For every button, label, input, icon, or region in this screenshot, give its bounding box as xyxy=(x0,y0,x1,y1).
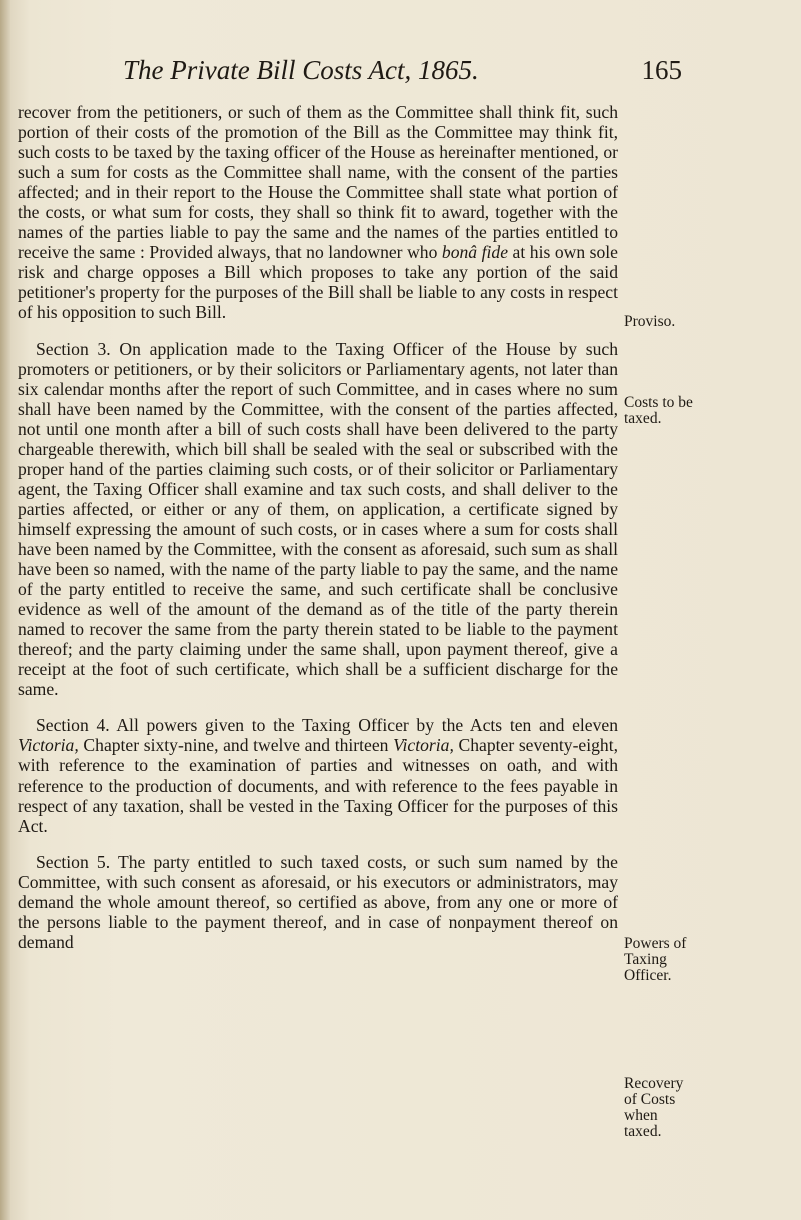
italic-phrase: bonâ fide xyxy=(441,242,509,263)
margin-note-proviso: Proviso. xyxy=(624,313,676,330)
page-header xyxy=(96,55,682,95)
page-number: 165 xyxy=(641,55,682,85)
paragraph-section-3: Section 3. On application made to the Taxing Officer of the House by such promoters or petitioners, or by their solicitors or Parliamentary agents, not later than six calendar months after the report of such Committee, and in cases where no sum shall have been named by the Committee, with the consent of the parties affected, not until one month after a bill of such costs shall have been delivered to the party chargeable therewith, which bill shall be sealed with the seal or subscribed with the proper hand of the parties claiming such costs, or of their solicitor or Parliamentary agent, the Taxing Officer shall examine and tax such costs, and shall deliver to the parties affected, or either or any of them, on application, a certificate signed by himself expressing the amount of such costs, or in cases where a sum for costs shall have been named by the Committee, with the consent as aforesaid, such sum as shall have been so named, with the name of the party liable to pay the same, and the name of the party entitled to receive the same, and such certificate shall be conclusive evidence as well of the amount of the demand as of the title of the party therein named to recover the same from the party therein stated to be liable to the payment thereof; and the party claiming under the same shall, upon payment thereof, give a receipt at the foot of such certificate, which shall be a sufficient discharge for the same. xyxy=(18,338,618,700)
margin-note-powers-of-taxing-officer: Powers of Taxing Officer. xyxy=(624,935,687,984)
paragraph-section-4: Section 4. All powers given to the Taxing Officer by the Acts ten and eleven Victoria, Chapter sixty-nine, and twelve and thirteen Victoria, Chapter seventy-eight, with reference to the examination of parties and witnesses on oath, and with reference to the production of documents, and with reference to the fees payable in respect of any taxation, shall be vested in the Taxing Officer for the purposes of this Act. xyxy=(18,715,619,836)
margin-note-recovery-of-costs: Recovery of Costs when taxed. xyxy=(624,1075,684,1140)
body-text xyxy=(18,102,618,952)
paragraph-1: recover from the petitioners, or such of them as the Committee shall think fit, such portion of their costs of the promotion of the Bill as the Committee may think fit, such costs to be taxed by the taxing officer of the House as hereinafter mentioned, or such a sum for costs as the Committee shall name, with the consent of the parties affected; and in their report to the House the Committee shall state what portion of the costs, or what sum for costs, they shall so think fit to award, together with the names of the parties liable to pay the same and the names of the parties entitled to receive the same : Provided always, that no landowner who bonâ fide at his own sole risk and charge opposes a Bill which proposes to take any portion of the said petitioner's property for the purposes of the Bill shall be liable to any costs in respect of his opposition to such Bill. xyxy=(18,102,618,323)
page-binding-edge xyxy=(0,0,10,1220)
running-title: The Private Bill Costs Act, 1865. xyxy=(123,55,479,85)
margin-note-costs-to-be-taxed: Costs to be taxed. xyxy=(624,394,693,427)
paragraph-section-5: Section 5. The party entitled to such taxed costs, or such sum named by the Committee, with such consent as aforesaid, or his executors or administrators, may demand the whole amount thereof, so certified as above, from any one or more of the persons liable to the payment thereof, and in case of nonpayment thereof on demand xyxy=(18,851,618,952)
